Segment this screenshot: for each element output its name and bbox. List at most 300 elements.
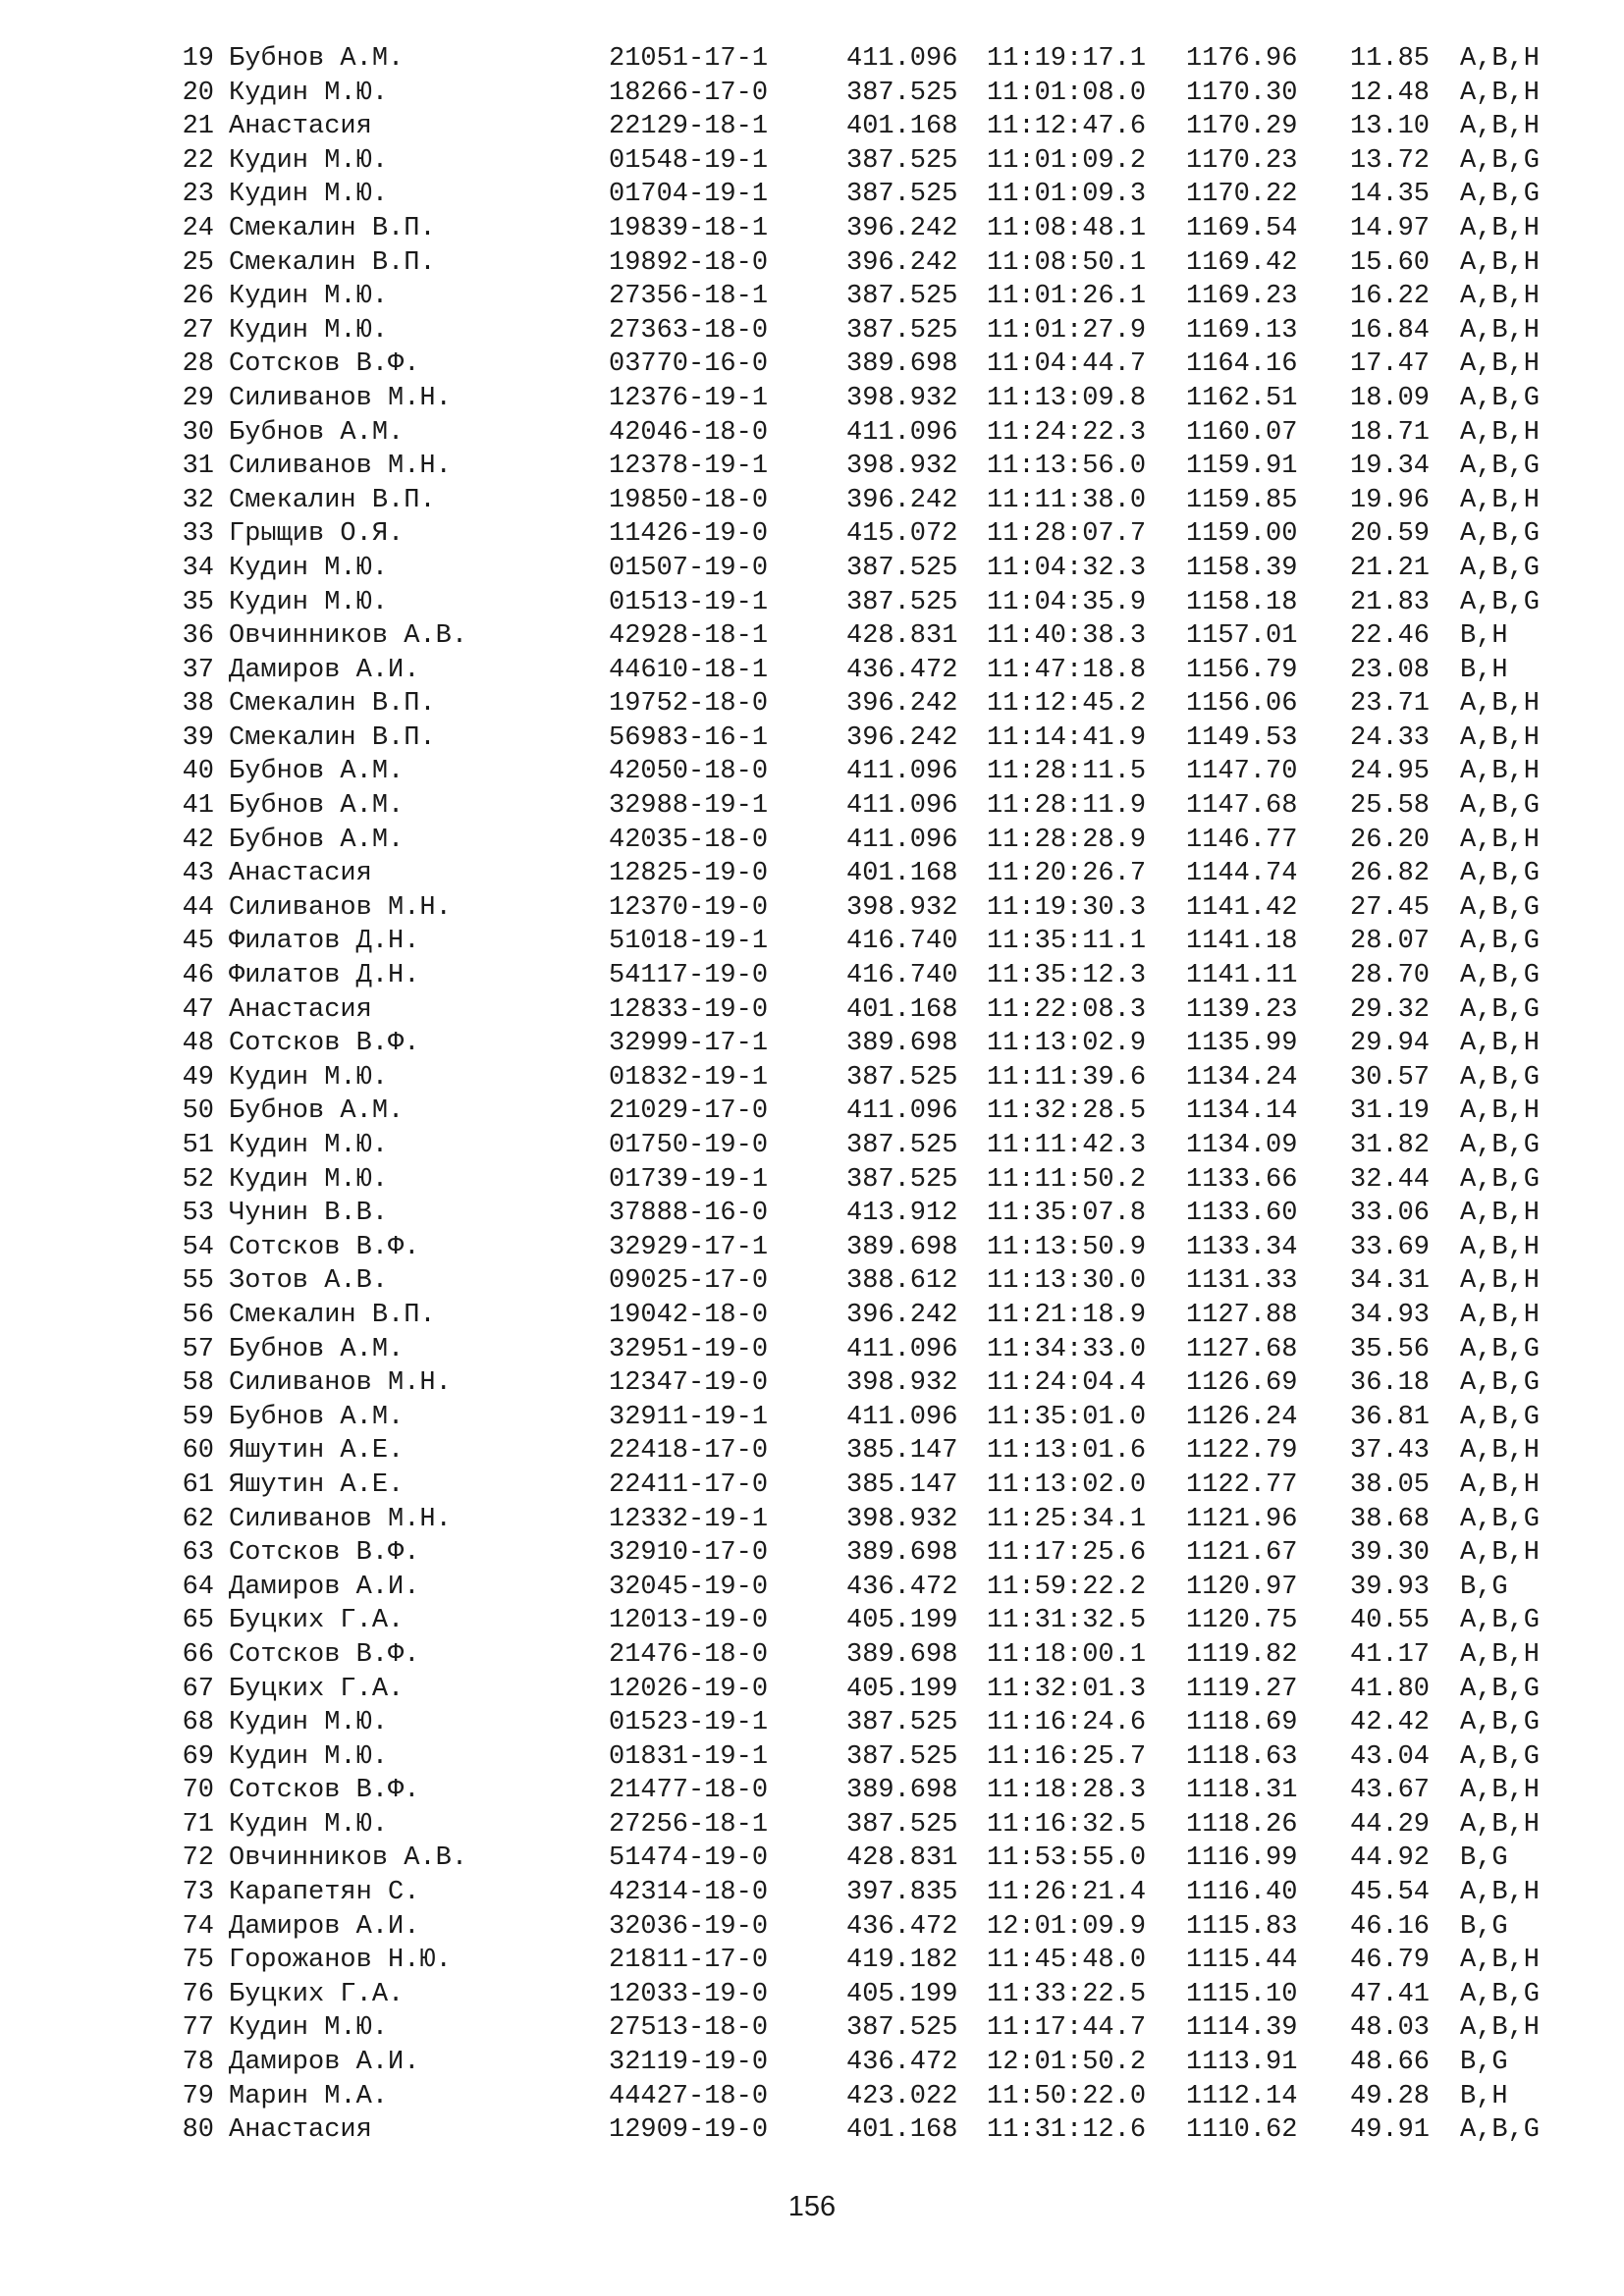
coefficient-cell: 46.16: [1350, 1911, 1431, 1942]
speed-cell: 1122.77: [1186, 1469, 1298, 1500]
ring-number-cell: 21476-18-0: [609, 1639, 769, 1670]
ring-number-cell: 32045-19-0: [609, 1572, 769, 1602]
ring-number-cell: 01739-19-1: [609, 1164, 769, 1195]
place-cell: 24: [182, 213, 214, 243]
arrival-time-cell: 11:14:41.9: [987, 722, 1147, 753]
place-cell: 35: [182, 587, 214, 617]
place-cell: 41: [182, 791, 214, 822]
classes-cell: A,B,H: [1460, 213, 1541, 243]
table-row: [0, 1536, 1624, 1571]
speed-cell: 1120.75: [1186, 1606, 1298, 1636]
distance-cell: 423.022: [846, 2081, 958, 2111]
fancier-name-cell: Смекалин В.П.: [229, 485, 436, 515]
classes-cell: B,H: [1460, 2081, 1508, 2111]
arrival-time-cell: 11:01:08.0: [987, 78, 1147, 108]
fancier-name-cell: Кудин М.Ю.: [229, 1131, 389, 1160]
coefficient-cell: 19.34: [1350, 452, 1431, 482]
distance-cell: 387.525: [846, 78, 958, 108]
distance-cell: 385.147: [846, 1436, 958, 1467]
coefficient-cell: 39.93: [1350, 1572, 1431, 1602]
fancier-name-cell: Яшутин А.Е.: [229, 1436, 405, 1467]
table-row: [0, 416, 1624, 451]
classes-cell: A,B,H: [1460, 349, 1541, 380]
fancier-name-cell: Смекалин В.П.: [229, 213, 436, 243]
speed-cell: 1118.69: [1186, 1708, 1298, 1738]
fancier-name-cell: Дамиров А.И.: [229, 2048, 420, 2078]
speed-cell: 1141.11: [1186, 961, 1298, 991]
classes-cell: A,B,H: [1460, 1469, 1541, 1500]
arrival-time-cell: 11:01:26.1: [987, 282, 1147, 312]
place-cell: 28: [182, 349, 214, 380]
speed-cell: 1158.39: [1186, 553, 1298, 583]
speed-cell: 1147.70: [1186, 757, 1298, 787]
classes-cell: A,B,H: [1460, 689, 1541, 720]
place-cell: 36: [182, 621, 214, 652]
speed-cell: 1121.67: [1186, 1538, 1298, 1569]
distance-cell: 436.472: [846, 1572, 958, 1602]
fancier-name-cell: Анастасия: [229, 994, 372, 1025]
coefficient-cell: 39.30: [1350, 1538, 1431, 1569]
ring-number-cell: 42046-18-0: [609, 417, 769, 448]
arrival-time-cell: 11:32:28.5: [987, 1096, 1147, 1127]
ring-number-cell: 12026-19-0: [609, 1674, 769, 1704]
distance-cell: 389.698: [846, 349, 958, 380]
fancier-name-cell: Сотсков В.Ф.: [229, 1776, 420, 1806]
coefficient-cell: 48.03: [1350, 2013, 1431, 2044]
speed-cell: 1112.14: [1186, 2081, 1298, 2111]
arrival-time-cell: 11:34:33.0: [987, 1334, 1147, 1364]
ring-number-cell: 19042-18-0: [609, 1300, 769, 1330]
place-cell: 20: [182, 78, 214, 108]
coefficient-cell: 34.93: [1350, 1300, 1431, 1330]
fancier-name-cell: Марин М.А.: [229, 2081, 389, 2111]
table-row: [0, 1468, 1624, 1503]
classes-cell: A,B,G: [1460, 1062, 1541, 1093]
place-cell: 53: [182, 1199, 214, 1229]
coefficient-cell: 22.46: [1350, 621, 1431, 652]
place-cell: 26: [182, 282, 214, 312]
speed-cell: 1159.91: [1186, 452, 1298, 482]
ring-number-cell: 56983-16-1: [609, 722, 769, 753]
place-cell: 50: [182, 1096, 214, 1127]
table-row: [0, 993, 1624, 1028]
fancier-name-cell: Сотсков В.Ф.: [229, 1029, 420, 1059]
distance-cell: 398.932: [846, 1368, 958, 1399]
place-cell: 47: [182, 994, 214, 1025]
distance-cell: 411.096: [846, 1334, 958, 1364]
speed-cell: 1139.23: [1186, 994, 1298, 1025]
coefficient-cell: 46.79: [1350, 1946, 1431, 1976]
ring-number-cell: 51474-19-0: [609, 1843, 769, 1874]
coefficient-cell: 15.60: [1350, 247, 1431, 278]
place-cell: 54: [182, 1232, 214, 1262]
classes-cell: A,B,G: [1460, 180, 1541, 210]
arrival-time-cell: 11:13:09.8: [987, 383, 1147, 413]
coefficient-cell: 12.48: [1350, 78, 1431, 108]
classes-cell: A,B,G: [1460, 1741, 1541, 1772]
place-cell: 73: [182, 1878, 214, 1908]
classes-cell: B,G: [1460, 1843, 1508, 1874]
classes-cell: A,B,H: [1460, 757, 1541, 787]
coefficient-cell: 16.22: [1350, 282, 1431, 312]
fancier-name-cell: Горожанов Н.Ю.: [229, 1946, 452, 1976]
place-cell: 39: [182, 722, 214, 753]
fancier-name-cell: Анастасия: [229, 859, 372, 889]
classes-cell: A,B,G: [1460, 791, 1541, 822]
fancier-name-cell: Кудин М.Ю.: [229, 180, 389, 210]
fancier-name-cell: Анастасия: [229, 2115, 372, 2146]
distance-cell: 398.932: [846, 1504, 958, 1534]
classes-cell: A,B,H: [1460, 1538, 1541, 1569]
distance-cell: 419.182: [846, 1946, 958, 1976]
distance-cell: 401.168: [846, 994, 958, 1025]
coefficient-cell: 45.54: [1350, 1878, 1431, 1908]
classes-cell: A,B,H: [1460, 1809, 1541, 1840]
speed-cell: 1162.51: [1186, 383, 1298, 413]
classes-cell: A,B,H: [1460, 78, 1541, 108]
arrival-time-cell: 11:16:24.6: [987, 1708, 1147, 1738]
speed-cell: 1149.53: [1186, 722, 1298, 753]
speed-cell: 1169.42: [1186, 247, 1298, 278]
place-cell: 74: [182, 1911, 214, 1942]
coefficient-cell: 47.41: [1350, 1979, 1431, 2009]
table-row: [0, 755, 1624, 789]
speed-cell: 1110.62: [1186, 2115, 1298, 2146]
place-cell: 66: [182, 1639, 214, 1670]
coefficient-cell: 13.10: [1350, 112, 1431, 142]
table-row: [0, 1129, 1624, 1163]
table-row: [0, 1061, 1624, 1095]
place-cell: 34: [182, 553, 214, 583]
speed-cell: 1127.68: [1186, 1334, 1298, 1364]
speed-cell: 1146.77: [1186, 825, 1298, 855]
classes-cell: B,G: [1460, 1572, 1508, 1602]
arrival-time-cell: 11:13:02.0: [987, 1469, 1147, 1500]
distance-cell: 396.242: [846, 1300, 958, 1330]
fancier-name-cell: Кудин М.Ю.: [229, 78, 389, 108]
fancier-name-cell: Кудин М.Ю.: [229, 282, 389, 312]
classes-cell: A,B,H: [1460, 1199, 1541, 1229]
fancier-name-cell: Сотсков В.Ф.: [229, 1538, 420, 1569]
ring-number-cell: 32036-19-0: [609, 1911, 769, 1942]
distance-cell: 401.168: [846, 2115, 958, 2146]
coefficient-cell: 18.09: [1350, 383, 1431, 413]
speed-cell: 1127.88: [1186, 1300, 1298, 1330]
table-row: [0, 347, 1624, 382]
classes-cell: A,B,G: [1460, 1708, 1541, 1738]
table-row: [0, 246, 1624, 281]
arrival-time-cell: 11:35:12.3: [987, 961, 1147, 991]
table-row: [0, 2046, 1624, 2080]
table-row: [0, 1503, 1624, 1537]
arrival-time-cell: 11:35:01.0: [987, 1402, 1147, 1432]
coefficient-cell: 29.32: [1350, 994, 1431, 1025]
coefficient-cell: 20.59: [1350, 519, 1431, 550]
speed-cell: 1115.44: [1186, 1946, 1298, 1976]
ring-number-cell: 12033-19-0: [609, 1979, 769, 2009]
coefficient-cell: 38.05: [1350, 1469, 1431, 1500]
place-cell: 80: [182, 2115, 214, 2146]
ring-number-cell: 21477-18-0: [609, 1776, 769, 1806]
place-cell: 59: [182, 1402, 214, 1432]
place-cell: 64: [182, 1572, 214, 1602]
distance-cell: 396.242: [846, 485, 958, 515]
table-row: [0, 1299, 1624, 1333]
coefficient-cell: 33.06: [1350, 1199, 1431, 1229]
ring-number-cell: 11426-19-0: [609, 519, 769, 550]
coefficient-cell: 41.80: [1350, 1674, 1431, 1704]
fancier-name-cell: Дамиров А.И.: [229, 655, 420, 685]
speed-cell: 1134.09: [1186, 1131, 1298, 1160]
place-cell: 76: [182, 1979, 214, 2009]
fancier-name-cell: Чунин В.В.: [229, 1199, 389, 1229]
classes-cell: A,B,G: [1460, 1979, 1541, 2009]
arrival-time-cell: 11:16:32.5: [987, 1809, 1147, 1840]
ring-number-cell: 32951-19-0: [609, 1334, 769, 1364]
place-cell: 48: [182, 1029, 214, 1059]
coefficient-cell: 43.67: [1350, 1776, 1431, 1806]
coefficient-cell: 44.29: [1350, 1809, 1431, 1840]
speed-cell: 1160.07: [1186, 417, 1298, 448]
ring-number-cell: 01831-19-1: [609, 1741, 769, 1772]
classes-cell: B,H: [1460, 655, 1508, 685]
distance-cell: 405.199: [846, 1979, 958, 2009]
speed-cell: 1131.33: [1186, 1266, 1298, 1297]
classes-cell: A,B,H: [1460, 417, 1541, 448]
classes-cell: A,B,G: [1460, 1504, 1541, 1534]
distance-cell: 411.096: [846, 791, 958, 822]
fancier-name-cell: Смекалин В.П.: [229, 1300, 436, 1330]
arrival-time-cell: 11:13:30.0: [987, 1266, 1147, 1297]
ring-number-cell: 44610-18-1: [609, 655, 769, 685]
fancier-name-cell: Филатов Д.Н.: [229, 961, 420, 991]
classes-cell: B,G: [1460, 2048, 1508, 2078]
place-cell: 37: [182, 655, 214, 685]
coefficient-cell: 37.43: [1350, 1436, 1431, 1467]
speed-cell: 1119.82: [1186, 1639, 1298, 1670]
arrival-time-cell: 11:28:11.9: [987, 791, 1147, 822]
table-row: [0, 1978, 1624, 2012]
fancier-name-cell: Силиванов М.Н.: [229, 892, 452, 923]
distance-cell: 436.472: [846, 1911, 958, 1942]
ring-number-cell: 09025-17-0: [609, 1266, 769, 1297]
place-cell: 69: [182, 1741, 214, 1772]
classes-cell: A,B,G: [1460, 587, 1541, 617]
place-cell: 33: [182, 519, 214, 550]
place-cell: 61: [182, 1469, 214, 1500]
coefficient-cell: 32.44: [1350, 1164, 1431, 1195]
speed-cell: 1114.39: [1186, 2013, 1298, 2044]
coefficient-cell: 23.08: [1350, 655, 1431, 685]
fancier-name-cell: Кудин М.Ю.: [229, 1741, 389, 1772]
speed-cell: 1170.29: [1186, 112, 1298, 142]
table-row: [0, 2080, 1624, 2114]
table-row: [0, 2113, 1624, 2148]
fancier-name-cell: Кудин М.Ю.: [229, 2013, 389, 2044]
place-cell: 25: [182, 247, 214, 278]
place-cell: 22: [182, 145, 214, 176]
arrival-time-cell: 11:24:04.4: [987, 1368, 1147, 1399]
arrival-time-cell: 11:47:18.8: [987, 655, 1147, 685]
distance-cell: 401.168: [846, 112, 958, 142]
ring-number-cell: 51018-19-1: [609, 927, 769, 957]
arrival-time-cell: 11:33:22.5: [987, 1979, 1147, 2009]
coefficient-cell: 41.17: [1350, 1639, 1431, 1670]
classes-cell: A,B,H: [1460, 1639, 1541, 1670]
place-cell: 58: [182, 1368, 214, 1399]
fancier-name-cell: Карапетян С.: [229, 1878, 420, 1908]
ring-number-cell: 12833-19-0: [609, 994, 769, 1025]
classes-cell: A,B,G: [1460, 892, 1541, 923]
ring-number-cell: 42314-18-0: [609, 1878, 769, 1908]
fancier-name-cell: Кудин М.Ю.: [229, 145, 389, 176]
coefficient-cell: 18.71: [1350, 417, 1431, 448]
fancier-name-cell: Силиванов М.Н.: [229, 1368, 452, 1399]
speed-cell: 1126.24: [1186, 1402, 1298, 1432]
table-row: [0, 1944, 1624, 1978]
fancier-name-cell: Бубнов А.М.: [229, 791, 405, 822]
table-row: [0, 2011, 1624, 2046]
arrival-time-cell: 11:11:38.0: [987, 485, 1147, 515]
speed-cell: 1169.54: [1186, 213, 1298, 243]
arrival-time-cell: 11:28:11.5: [987, 757, 1147, 787]
table-row: [0, 1774, 1624, 1808]
table-row: [0, 280, 1624, 314]
coefficient-cell: 34.31: [1350, 1266, 1431, 1297]
speed-cell: 1156.06: [1186, 689, 1298, 720]
arrival-time-cell: 11:31:32.5: [987, 1606, 1147, 1636]
classes-cell: A,B,G: [1460, 519, 1541, 550]
table-row: [0, 586, 1624, 620]
classes-cell: A,B,G: [1460, 145, 1541, 176]
fancier-name-cell: Бубнов А.М.: [229, 1096, 405, 1127]
coefficient-cell: 49.91: [1350, 2115, 1431, 2146]
coefficient-cell: 31.82: [1350, 1131, 1431, 1160]
ring-number-cell: 01507-19-0: [609, 553, 769, 583]
classes-cell: A,B,G: [1460, 1131, 1541, 1160]
table-row: [0, 144, 1624, 179]
coefficient-cell: 26.82: [1350, 859, 1431, 889]
distance-cell: 396.242: [846, 722, 958, 753]
classes-cell: A,B,G: [1460, 2115, 1541, 2146]
fancier-name-cell: Сотсков В.Ф.: [229, 1232, 420, 1262]
distance-cell: 411.096: [846, 417, 958, 448]
arrival-time-cell: 11:04:44.7: [987, 349, 1147, 380]
speed-cell: 1133.34: [1186, 1232, 1298, 1262]
arrival-time-cell: 11:31:12.6: [987, 2115, 1147, 2146]
classes-cell: A,B,G: [1460, 994, 1541, 1025]
arrival-time-cell: 11:01:09.2: [987, 145, 1147, 176]
place-cell: 62: [182, 1504, 214, 1534]
distance-cell: 389.698: [846, 1538, 958, 1569]
arrival-time-cell: 11:32:01.3: [987, 1674, 1147, 1704]
fancier-name-cell: Сотсков В.Ф.: [229, 349, 420, 380]
ring-number-cell: 19892-18-0: [609, 247, 769, 278]
arrival-time-cell: 11:45:48.0: [987, 1946, 1147, 1976]
place-cell: 30: [182, 417, 214, 448]
table-row: [0, 484, 1624, 518]
table-row: [0, 1842, 1624, 1876]
distance-cell: 398.932: [846, 383, 958, 413]
distance-cell: 415.072: [846, 519, 958, 550]
fancier-name-cell: Кудин М.Ю.: [229, 315, 389, 346]
classes-cell: A,B,G: [1460, 1402, 1541, 1432]
fancier-name-cell: Кудин М.Ю.: [229, 1708, 389, 1738]
fancier-name-cell: Зотов А.В.: [229, 1266, 389, 1297]
ring-number-cell: 19839-18-1: [609, 213, 769, 243]
fancier-name-cell: Овчинников А.В.: [229, 621, 468, 652]
classes-cell: A,B,G: [1460, 961, 1541, 991]
ring-number-cell: 21051-17-1: [609, 44, 769, 74]
classes-cell: A,B,H: [1460, 1266, 1541, 1297]
classes-cell: B,G: [1460, 1911, 1508, 1942]
arrival-time-cell: 11:04:35.9: [987, 587, 1147, 617]
ring-number-cell: 27363-18-0: [609, 315, 769, 346]
table-row: [0, 1366, 1624, 1401]
distance-cell: 416.740: [846, 961, 958, 991]
place-cell: 63: [182, 1538, 214, 1569]
distance-cell: 436.472: [846, 655, 958, 685]
ring-number-cell: 12370-19-0: [609, 892, 769, 923]
distance-cell: 389.698: [846, 1639, 958, 1670]
ring-number-cell: 18266-17-0: [609, 78, 769, 108]
distance-cell: 387.525: [846, 180, 958, 210]
arrival-time-cell: 11:19:17.1: [987, 44, 1147, 74]
arrival-time-cell: 11:17:25.6: [987, 1538, 1147, 1569]
ring-number-cell: 21029-17-0: [609, 1096, 769, 1127]
table-row: [0, 891, 1624, 926]
distance-cell: 389.698: [846, 1776, 958, 1806]
ring-number-cell: 32911-19-1: [609, 1402, 769, 1432]
distance-cell: 405.199: [846, 1674, 958, 1704]
arrival-time-cell: 11:26:21.4: [987, 1878, 1147, 1908]
coefficient-cell: 44.92: [1350, 1843, 1431, 1874]
coefficient-cell: 14.97: [1350, 213, 1431, 243]
distance-cell: 387.525: [846, 553, 958, 583]
ring-number-cell: 12332-19-1: [609, 1504, 769, 1534]
place-cell: 44: [182, 892, 214, 923]
speed-cell: 1176.96: [1186, 44, 1298, 74]
coefficient-cell: 28.70: [1350, 961, 1431, 991]
coefficient-cell: 42.42: [1350, 1708, 1431, 1738]
place-cell: 68: [182, 1708, 214, 1738]
arrival-time-cell: 11:18:00.1: [987, 1639, 1147, 1670]
arrival-time-cell: 11:13:01.6: [987, 1436, 1147, 1467]
coefficient-cell: 29.94: [1350, 1029, 1431, 1059]
arrival-time-cell: 11:13:56.0: [987, 452, 1147, 482]
arrival-time-cell: 11:28:07.7: [987, 519, 1147, 550]
fancier-name-cell: Силиванов М.Н.: [229, 1504, 452, 1534]
ring-number-cell: 01548-19-1: [609, 145, 769, 176]
place-cell: 67: [182, 1674, 214, 1704]
place-cell: 46: [182, 961, 214, 991]
speed-cell: 1169.23: [1186, 282, 1298, 312]
coefficient-cell: 11.85: [1350, 44, 1431, 74]
table-row: [0, 1673, 1624, 1707]
place-cell: 21: [182, 112, 214, 142]
distance-cell: 436.472: [846, 2048, 958, 2078]
distance-cell: 385.147: [846, 1469, 958, 1500]
classes-cell: A,B,H: [1460, 247, 1541, 278]
place-cell: 71: [182, 1809, 214, 1840]
fancier-name-cell: Сотсков В.Ф.: [229, 1639, 420, 1670]
speed-cell: 1169.13: [1186, 315, 1298, 346]
distance-cell: 387.525: [846, 1708, 958, 1738]
table-row: [0, 42, 1624, 77]
coefficient-cell: 43.04: [1350, 1741, 1431, 1772]
ring-number-cell: 03770-16-0: [609, 349, 769, 380]
classes-cell: A,B,H: [1460, 2013, 1541, 2044]
